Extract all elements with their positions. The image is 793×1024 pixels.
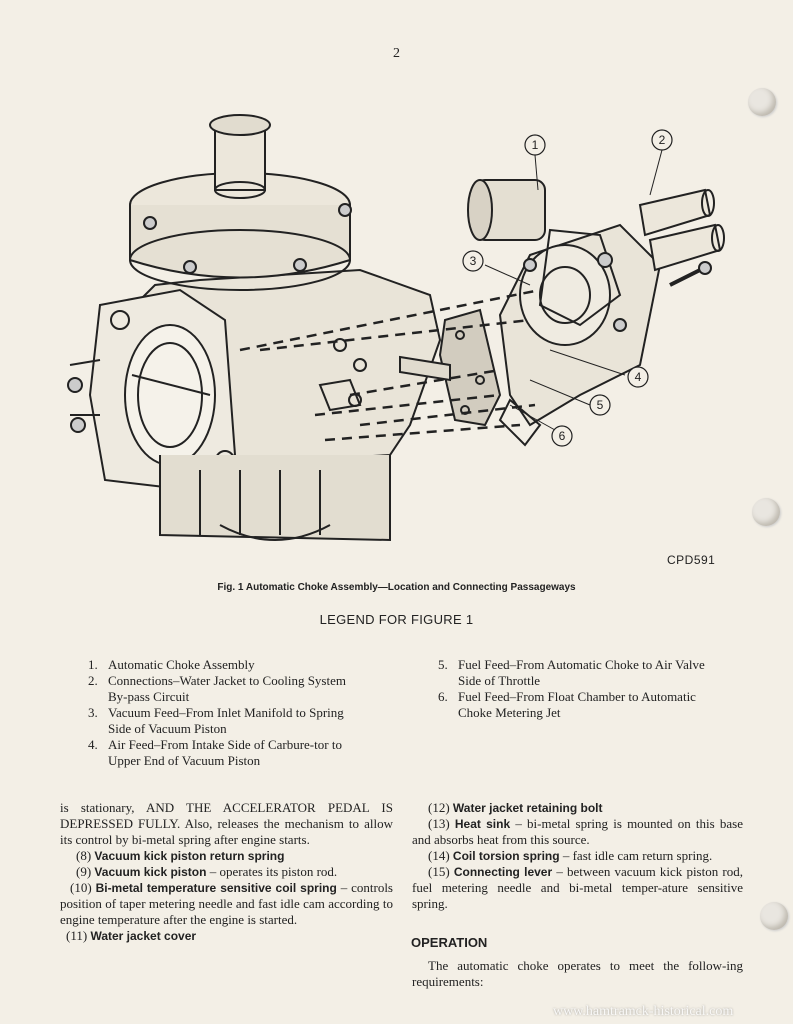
item-9 — [60, 864, 393, 880]
item-11 — [60, 928, 393, 944]
legend-item-number: 5. — [438, 657, 448, 672]
item-12-number: (12) — [428, 800, 450, 815]
legend-right-column — [438, 657, 713, 721]
item-13-number: (13) — [428, 816, 450, 831]
legend-item-number: 2. — [88, 673, 98, 688]
item-15-number: (15) — [428, 864, 450, 879]
legend-item — [88, 673, 368, 705]
item-15-label: Connecting lever — [453, 865, 553, 879]
item-9-label: Vacuum kick piston — [94, 865, 207, 879]
item-11-number: (11) — [66, 928, 88, 943]
operation-paragraph: The automatic choke operates to meet the follow-ing requirements: — [412, 958, 743, 989]
item-10-label: Bi-metal temperature sensitive coil spring — [95, 881, 337, 895]
legend-item-number: 6. — [438, 689, 448, 704]
callout-1 — [525, 135, 545, 155]
carburetor-body — [68, 115, 440, 540]
item-15-text: – between vacuum kick piston rod, fuel metering needle and bi-metal temper-ature sensitive spring. — [412, 864, 743, 911]
legend-item-number: 1. — [88, 657, 98, 672]
callout-3-label: 3 — [469, 254, 477, 268]
item-9-number: (9) — [76, 864, 92, 879]
callout-3 — [463, 251, 483, 271]
choke-housing — [400, 180, 724, 445]
callout-2-label: 2 — [658, 133, 666, 147]
legend-title: LEGEND FOR FIGURE 1 — [319, 612, 474, 627]
legend-item — [88, 737, 368, 769]
legend-item-text: Vacuum Feed–From Inlet Manifold to Spring Side of Vacuum Piston — [108, 705, 344, 736]
item-8-number: (8) — [76, 848, 92, 863]
legend-item-text: Fuel Feed–From Automatic Choke to Air Valve Side of Throttle — [458, 657, 705, 688]
binder-hole-bottom — [760, 902, 788, 930]
item-10 — [60, 880, 393, 928]
right-text-column — [412, 800, 743, 912]
legend-item — [438, 657, 713, 689]
callout-5 — [590, 395, 610, 415]
item-14 — [412, 848, 743, 864]
callout-4 — [628, 367, 648, 387]
legend-item — [88, 705, 368, 737]
legend-item — [438, 689, 713, 721]
legend-item-text: Air Feed–From Intake Side of Carbure-tor to Upper End of Vacuum Piston — [108, 737, 342, 768]
item-8 — [60, 848, 393, 864]
callout-4-label: 4 — [634, 370, 642, 384]
item-10-number: (10) — [70, 880, 92, 895]
item-12 — [412, 800, 743, 816]
item-13-label: Heat sink — [454, 817, 511, 831]
left-text-column — [60, 800, 393, 944]
item-14-text: – fast idle cam return spring. — [559, 848, 713, 863]
legend-item-text: Fuel Feed–From Float Chamber to Automatic Choke Metering Jet — [458, 689, 696, 720]
watermark: www.hamtramck-historical.com — [553, 1004, 734, 1019]
intro-paragraph: is stationary, AND THE ACCELERATOR PEDAL IS DEPRESSED FULLY. Also, releases the mechanism to allow its control by bi-metal spring after engine starts. — [60, 800, 393, 847]
item-11-label: Water jacket cover — [90, 929, 197, 943]
legend-item-text: Connections–Water Jacket to Cooling System By-pass Circuit — [108, 673, 346, 704]
item-15 — [412, 864, 743, 912]
binder-hole-top — [748, 88, 776, 116]
page-number: 2 — [393, 46, 400, 61]
item-8-label: Vacuum kick piston return spring — [94, 849, 285, 863]
operation-heading: OPERATION — [411, 935, 488, 950]
figure-code: CPD591 — [667, 553, 716, 567]
legend-item-text: Automatic Choke Assembly — [108, 657, 255, 672]
callout-1-label: 1 — [531, 138, 539, 152]
item-10-text: – controls position of taper metering needle and fast idle cam according to engine temperature after the engine is started. — [60, 880, 393, 927]
item-13-text: – bi-metal spring is mounted on this base and absorbs heat from this source. — [412, 816, 743, 847]
carburetor-illustration — [60, 95, 740, 575]
binder-hole-middle — [752, 498, 780, 526]
item-14-label: Coil torsion spring — [452, 849, 560, 863]
callout-6-label: 6 — [558, 429, 566, 443]
legend-item — [88, 657, 368, 673]
callout-6 — [552, 426, 572, 446]
callout-5-label: 5 — [596, 398, 604, 412]
figure-caption: Fig. 1 Automatic Choke Assembly—Location and Connecting Passageways — [217, 582, 576, 593]
item-13 — [412, 816, 743, 848]
item-9-text: – operates its piston rod. — [206, 864, 338, 879]
callout-2 — [652, 130, 672, 150]
legend-item-number: 4. — [88, 737, 98, 752]
legend-item-number: 3. — [88, 705, 98, 720]
item-12-label: Water jacket retaining bolt — [452, 801, 603, 815]
item-14-number: (14) — [428, 848, 450, 863]
legend-left-column — [88, 657, 368, 769]
